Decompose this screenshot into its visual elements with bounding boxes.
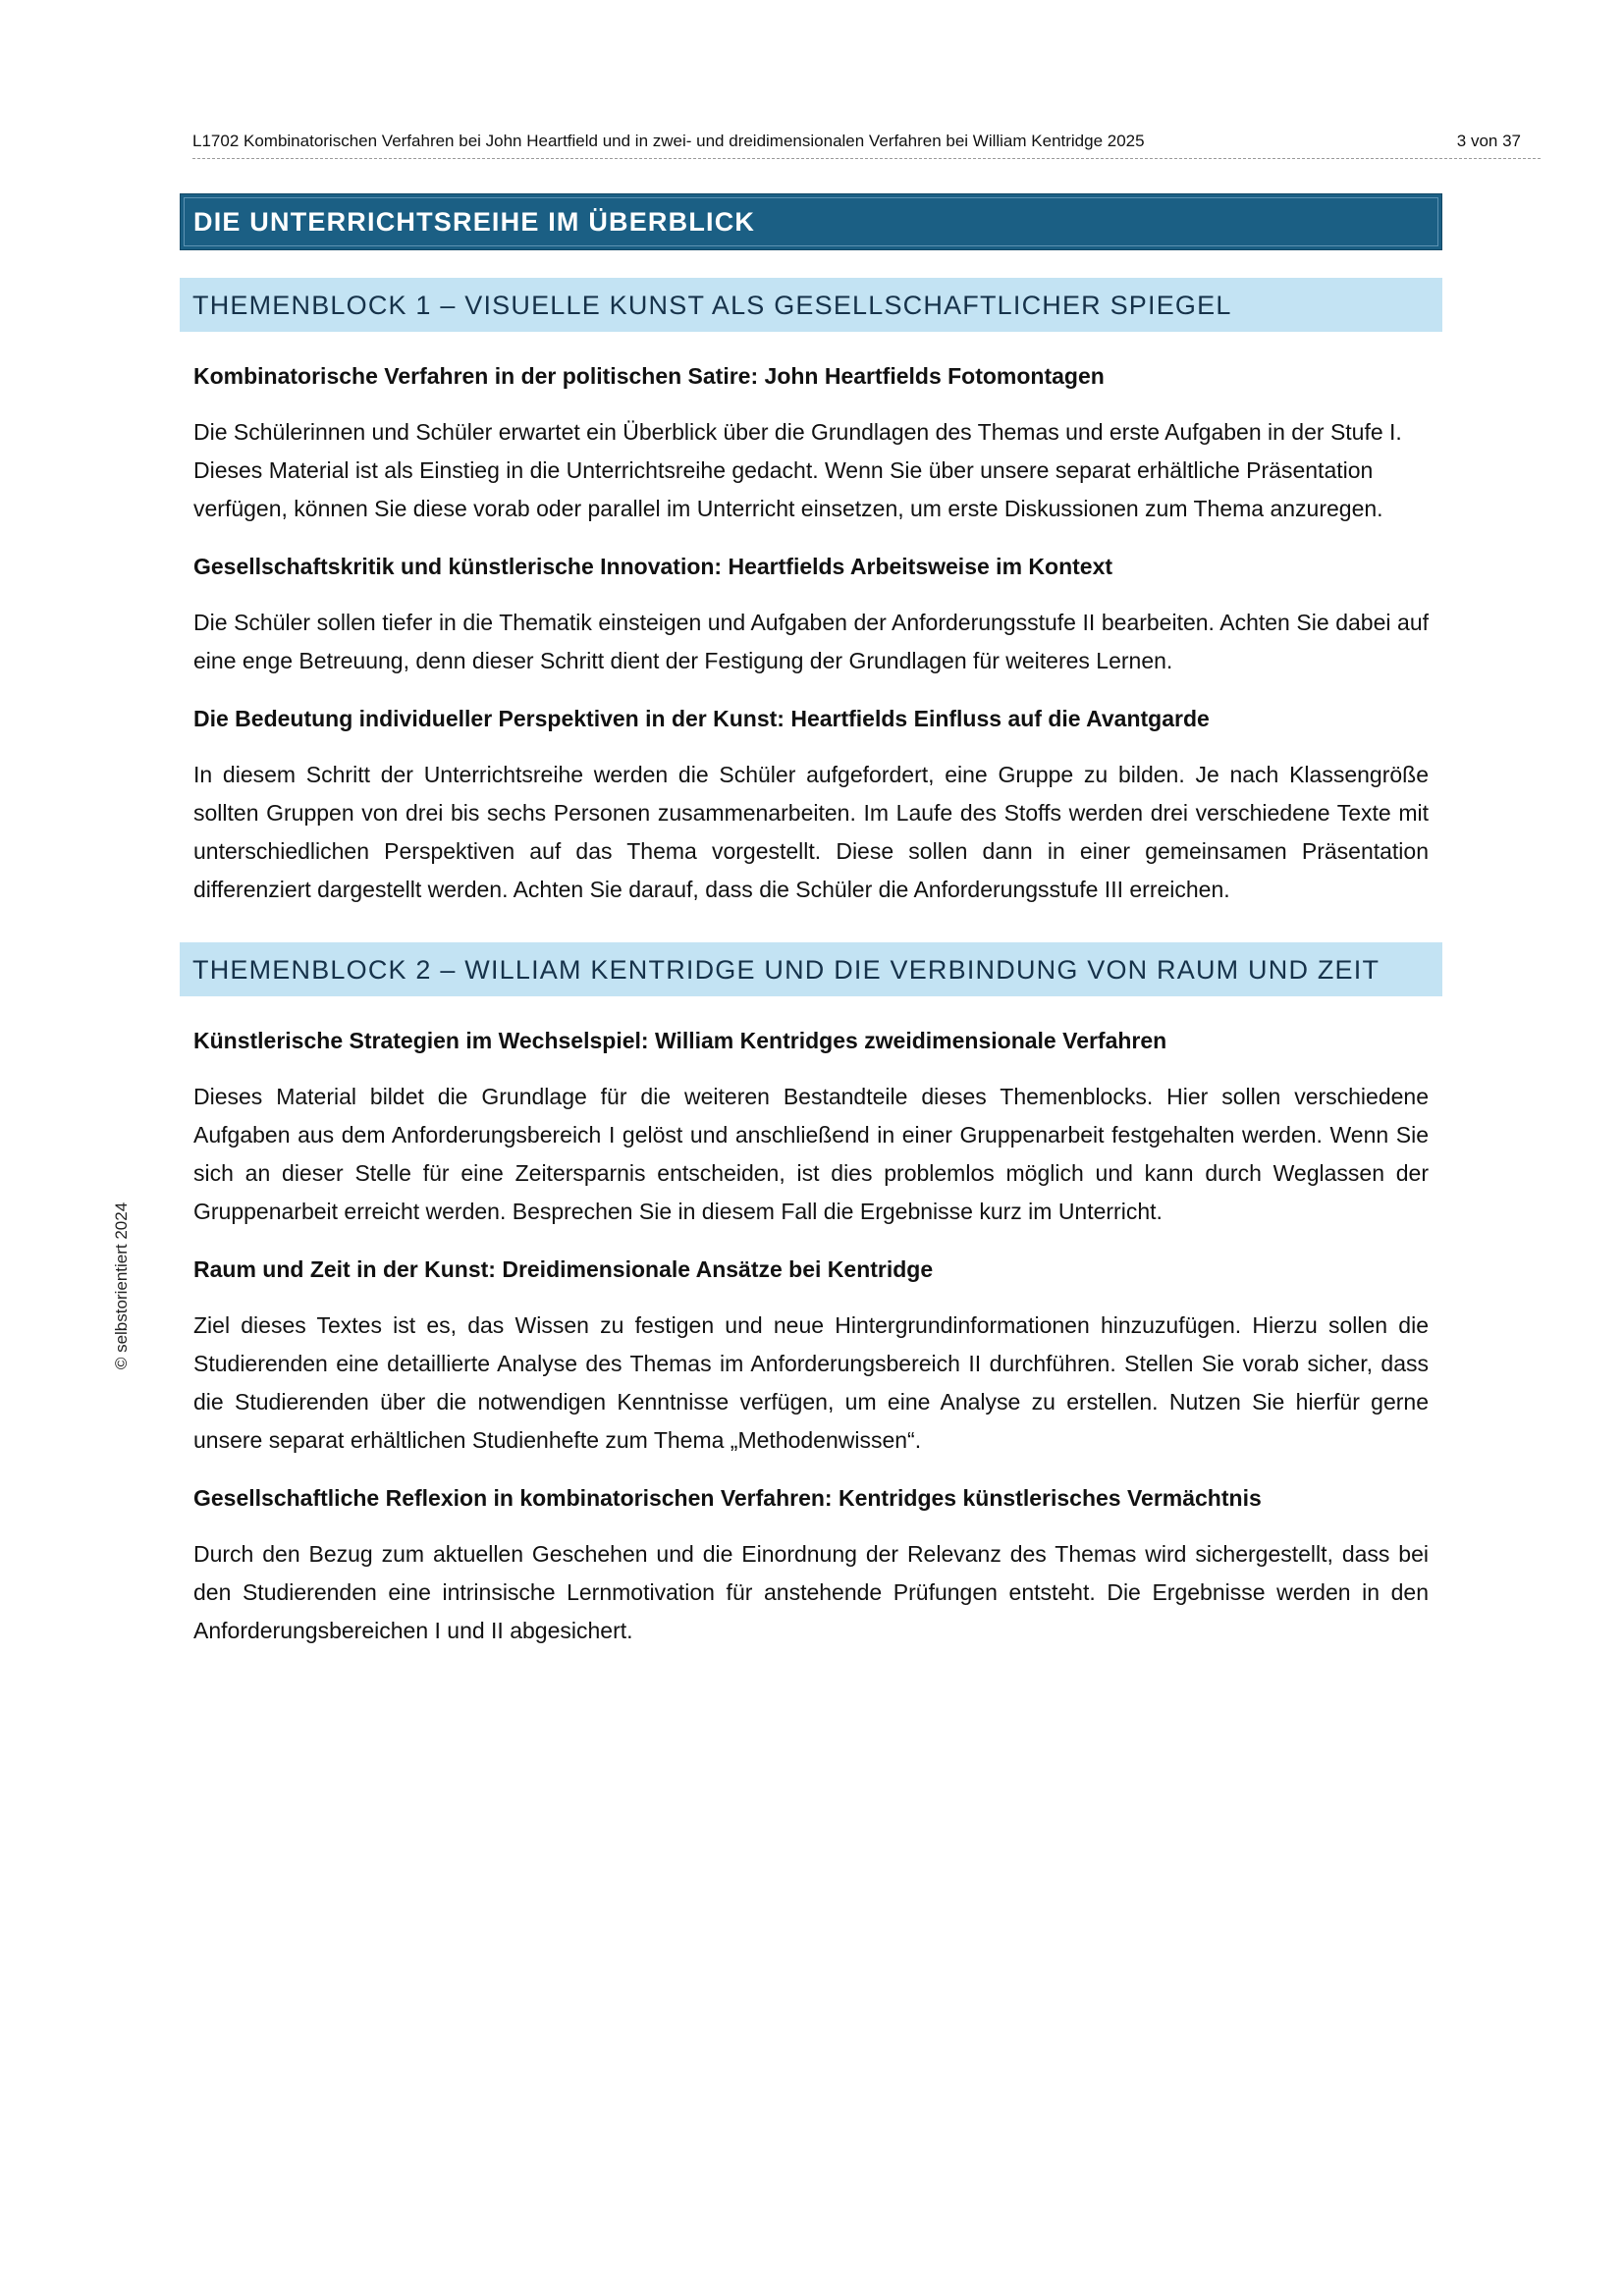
themenblock-1-heading: THEMENBLOCK 1 – VISUELLE KUNST ALS GESELLSCHAFTLICHER SPIEGEL [180,278,1442,332]
topic-heading: Künstlerische Strategien im Wechselspiel: William Kentridges zweidimensionale Verfahren [193,1028,1167,1053]
topic-heading: Gesellschaftliche Reflexion in kombinatorischen Verfahren: Kentridges künstlerisches Vermächtnis [193,1485,1262,1511]
page-header [192,131,1541,159]
topic-heading: Die Bedeutung individueller Perspektiven in der Kunst: Heartfields Einfluss auf die Avantgarde [193,706,1210,731]
topic-text: Die Schüler sollen tiefer in die Thematik einsteigen und Aufgaben der Anforderungsstufe II bearbeiten. Achten Sie dabei auf eine enge Betreuung, denn dieser Schritt dient der Festigung der Grundlagen für weiteres Lernen. [193,610,1429,673]
topic-text: Dieses Material bildet die Grundlage für die weiteren Bestandteile dieses Themenblocks. Hier sollen verschiedene Aufgaben aus dem Anforderungsbereich I gelöst und anschließend in einer Gruppenarbeit festgehalten werden. Wenn Sie sich an dieser Stelle für eine Zeitersparnis entscheiden, ist dies problemlos möglich und kann durch Weglassen der Gruppenarbeit erreicht werden. Besprechen Sie in diesem Fall die Ergebnisse kurz im Unterricht. [193,1084,1429,1224]
topic-text: Ziel dieses Textes ist es, das Wissen zu festigen und neue Hintergrundinformationen hinzuzufügen. Hierzu sollen die Studierenden eine detaillierte Analyse des Themas im Anforderungsbereich II durchführen. Stellen Sie vorab sicher, dass die Studierenden über die notwendigen Kenntnisse verfügen, um eine Analyse zu erstellen. Nutzen Sie hierfür gerne unsere separat erhältlichen Studienhefte zum Thema „Methodenwissen“. [193,1312,1429,1453]
topic-text: In diesem Schritt der Unterrichtsreihe werden die Schüler aufgefordert, eine Gruppe zu bilden. Je nach Klassengröße sollten Gruppen von drei bis sechs Personen zusammenarbeiten. Im Laufe des Stoffs werden drei verschiedene Texte mit unterschiedlichen Perspektiven auf das Thema vorgestellt. Diese sollen dann in einer gemeinsamen Präsentation differenziert dargestellt werden. Achten Sie darauf, dass die Schüler die Anforderungsstufe III erreichen. [193,762,1429,902]
page-content [180,193,1442,1650]
document-title: L1702 Kombinatorischen Verfahren bei John Heartfield und in zwei- und dreidimensionalen Verfahren bei William Kentridge 2025 [192,132,1145,150]
copyright-notice: © selbstorientiert 2024 [112,1201,131,1370]
themenblock-2-heading: THEMENBLOCK 2 – WILLIAM KENTRIDGE UND DIE VERBINDUNG VON RAUM UND ZEIT [180,942,1442,996]
topic-text: Durch den Bezug zum aktuellen Geschehen und die Einordnung der Relevanz des Themas wird sichergestellt, dass bei den Studierenden eine intrinsische Lernmotivation für anstehende Prüfungen entsteht. Die Ergebnisse werden in den Anforderungsbereichen I und II abgesichert. [193,1541,1429,1643]
topic-heading: Raum und Zeit in der Kunst: Dreidimensionale Ansätze bei Kentridge [193,1256,934,1282]
topic-heading: Gesellschaftskritik und künstlerische Innovation: Heartfields Arbeitsweise im Kontext [193,554,1113,579]
topic-heading: Kombinatorische Verfahren in der politischen Satire: John Heartfields Fotomontagen [193,363,1105,389]
topic-text: Die Schülerinnen und Schüler erwartet ein Überblick über die Grundlagen des Themas und erste Aufgaben in der Stufe I. Dieses Material ist als Einstieg in die Unterrichtsreihe gedacht. Wenn Sie über unsere separat erhältliche Präsentation verfügen, können Sie diese vorab oder parallel im Unterricht einsetzen, um erste Diskussionen zum Thema anzuregen. [193,419,1402,521]
page-number: 3 von 37 [1456,132,1521,150]
section-title: DIE UNTERRICHTSREIHE IM ÜBERBLICK [180,193,1442,250]
